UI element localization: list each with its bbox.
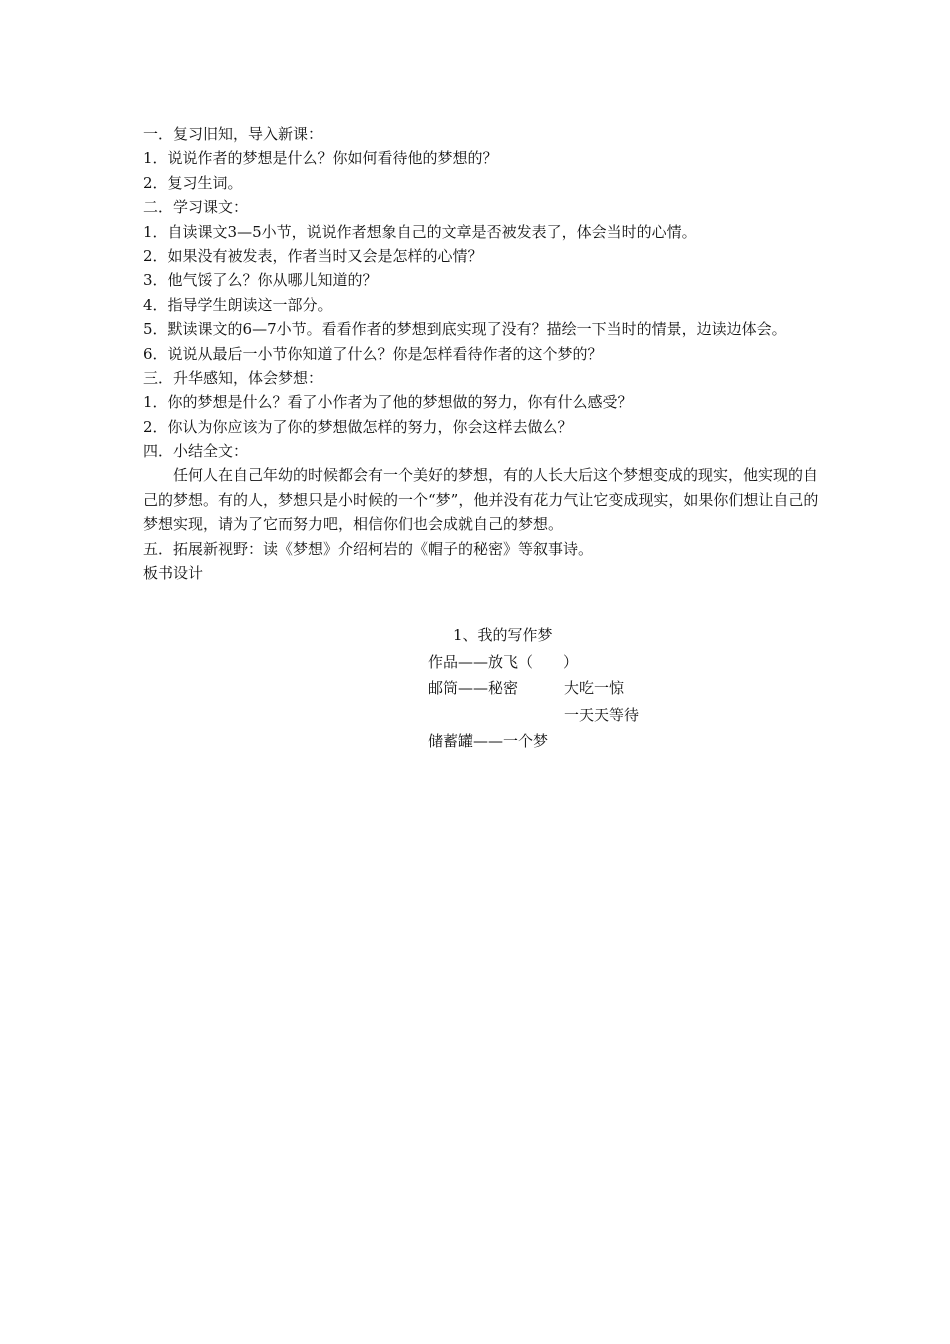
section-heading-study: 二．学习课文：: [143, 198, 249, 217]
list-item: 1．你的梦想是什么？看了小作者为了他的梦想做的努力，你有什么感受？: [143, 393, 633, 412]
list-item: 2．你认为你应该为了你的梦想做怎样的努力，你会这样去做么？: [143, 417, 573, 436]
summary-paragraph: 任何人在自己年幼的时候都会有一个美好的梦想，有的人长大后这个梦想变成的现实，他实现的自己的梦想。有的人，梦想只是小时候的一个“梦”，他并没有花力气让它变成现实，如果你们想让自己的梦想实现，请为了它而努力吧，相信你们也会成就自己的梦想。: [143, 466, 819, 534]
lesson-plan-body: [143, 122, 823, 585]
list-item: 2．复习生词。: [143, 173, 243, 192]
board-row-right: 大吃一惊: [564, 679, 625, 697]
list-item: 3．他气馁了么？你从哪儿知道的？: [143, 271, 378, 290]
board-row: [428, 728, 748, 755]
board-row-text: 储蓄罐——一个梦: [428, 732, 549, 750]
list-item: 6．说说从最后一小节你知道了什么？你是怎样看待作者的这个梦的？: [143, 344, 603, 363]
board-row: [428, 675, 748, 702]
board-row-right: 一天天等待: [564, 705, 640, 724]
board-title: 1、我的写作梦: [453, 626, 553, 644]
list-item: 5．默读课文的6—7小节。看看作者的梦想到底实现了没有？描绘一下当时的情景，边读边体会。: [143, 320, 787, 339]
section-heading-sublimate: 三．升华感知，体会梦想：: [143, 368, 324, 387]
section-heading-summary: 四．小结全文：: [143, 442, 249, 461]
section-heading-extension: 五．拓展新视野：读《梦想》介绍柯岩的《帽子的秘密》等叙事诗。: [143, 539, 594, 558]
board-row-text: 作品——放飞（ ）: [428, 652, 579, 671]
list-item: 4．指导学生朗读这一部分。: [143, 295, 333, 314]
board-row: [428, 702, 748, 729]
board-row: [428, 649, 748, 676]
list-item: 2．如果没有被发表，作者当时又会是怎样的心情？: [143, 246, 483, 265]
list-item: 1．说说作者的梦想是什么？你如何看待他的梦想的？: [143, 149, 498, 168]
section-heading-review: 一．复习旧知，导入新课：: [143, 125, 324, 143]
board-design-heading: 板书设计: [143, 564, 204, 583]
list-item: 1．自读课文3—5小节，说说作者想象自己的文章是否被发表了，体会当时的心情。: [143, 222, 697, 241]
board-row-left: 邮筒——秘密: [428, 679, 519, 697]
blackboard-design: [428, 622, 748, 755]
